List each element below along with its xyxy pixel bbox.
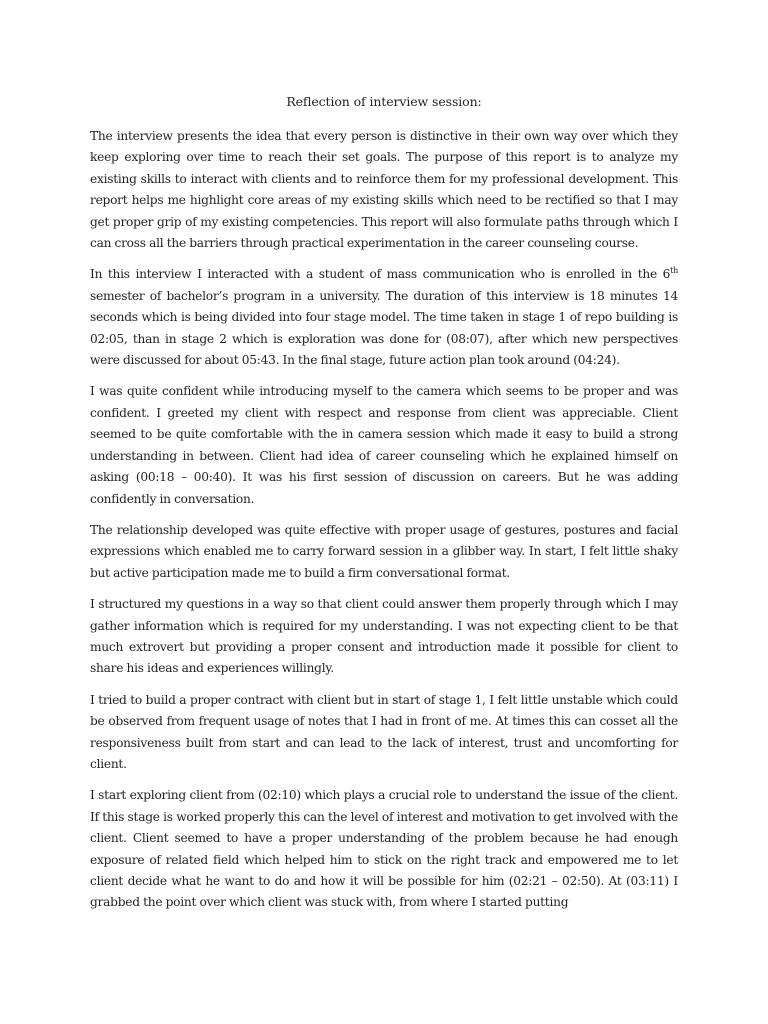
paragraph-introduction: The interview presents the idea that every person is distinctive in their own way over which they keep exploring over time to reach their set goals. The purpose of this report is to analyze my existing skills to interact with clients and to reinforce them for my professional development. This report helps me highlight core areas of my existing skills which need to be rectified so that I may get proper grip of my existing competencies. This report will also formulate paths through which I can cross all the barriers through practical experimentation in the career counseling course. xyxy=(90,129,678,251)
paragraph-text-before-superscript: In this interview I interacted with a student of mass communication who is enrolled in the 6 xyxy=(90,267,671,282)
paragraph-question-structure: I structured my questions in a way so that client could answer them properly through which I may gather information which is required for my understanding. I was not expecting client to be that much extrovert but providing a proper consent and introduction made it possible for client to share his ideas and experiences willingly. xyxy=(90,597,678,676)
ordinal-superscript: th xyxy=(670,266,678,276)
paragraph-exploration: I start exploring client from (02:10) which plays a crucial role to understand the issue of the client. If this stage is worked properly this can the level of interest and motivation to get involved with the client. Client seemed to have a proper understanding of the problem because he had enough exposure of related field which helped him to stick on the right track and empowered me to let client decide what he want to do and how it will be possible for him (02:21 – 02:50). At (03:11) I grabbed the point over which client was stuck with, from where I started putting xyxy=(90,788,678,910)
document-title: Reflection of interview session: xyxy=(286,94,482,109)
paragraph-relationship: The relationship developed was quite effective with proper usage of gestures, postures and facial expressions which enabled me to carry forward session in a glibber way. In start, I felt little shaky but active participation made me to build a firm conversational format. xyxy=(90,522,678,580)
paragraph-interview-details xyxy=(90,264,678,371)
document-body xyxy=(90,126,678,924)
paragraph-contract: I tried to build a proper contract with client but in start of stage 1, I felt little unstable which could be observed from frequent usage of notes that I had in front of me. At times this can cosset all the responsiveness built from start and can lead to the lack of interest, trust and uncomforting for client. xyxy=(90,692,678,771)
paragraph-text-after-superscript: semester of bachelor’s program in a university. The duration of this interview is 18 minutes 14 seconds which is being divided into four stage model. The time taken in stage 1 of repo building is 02:05, than in stage 2 which is exploration was done for (08:07), after which new perspectives were discussed for about 05:43. In the final stage, future action plan took around (04:24). xyxy=(90,288,678,368)
paragraph-confidence: I was quite confident while introducing myself to the camera which seems to be proper and was confident. I greeted my client with respect and response from client was appreciable. Client seemed to be quite comfortable with the in camera session which made it easy to build a strong understanding in between. Client had idea of career counseling which he explained himself on asking (00:18 – 00:40). It was his first session of discussion on careers. But he was adding confidently in conversation. xyxy=(90,384,678,506)
